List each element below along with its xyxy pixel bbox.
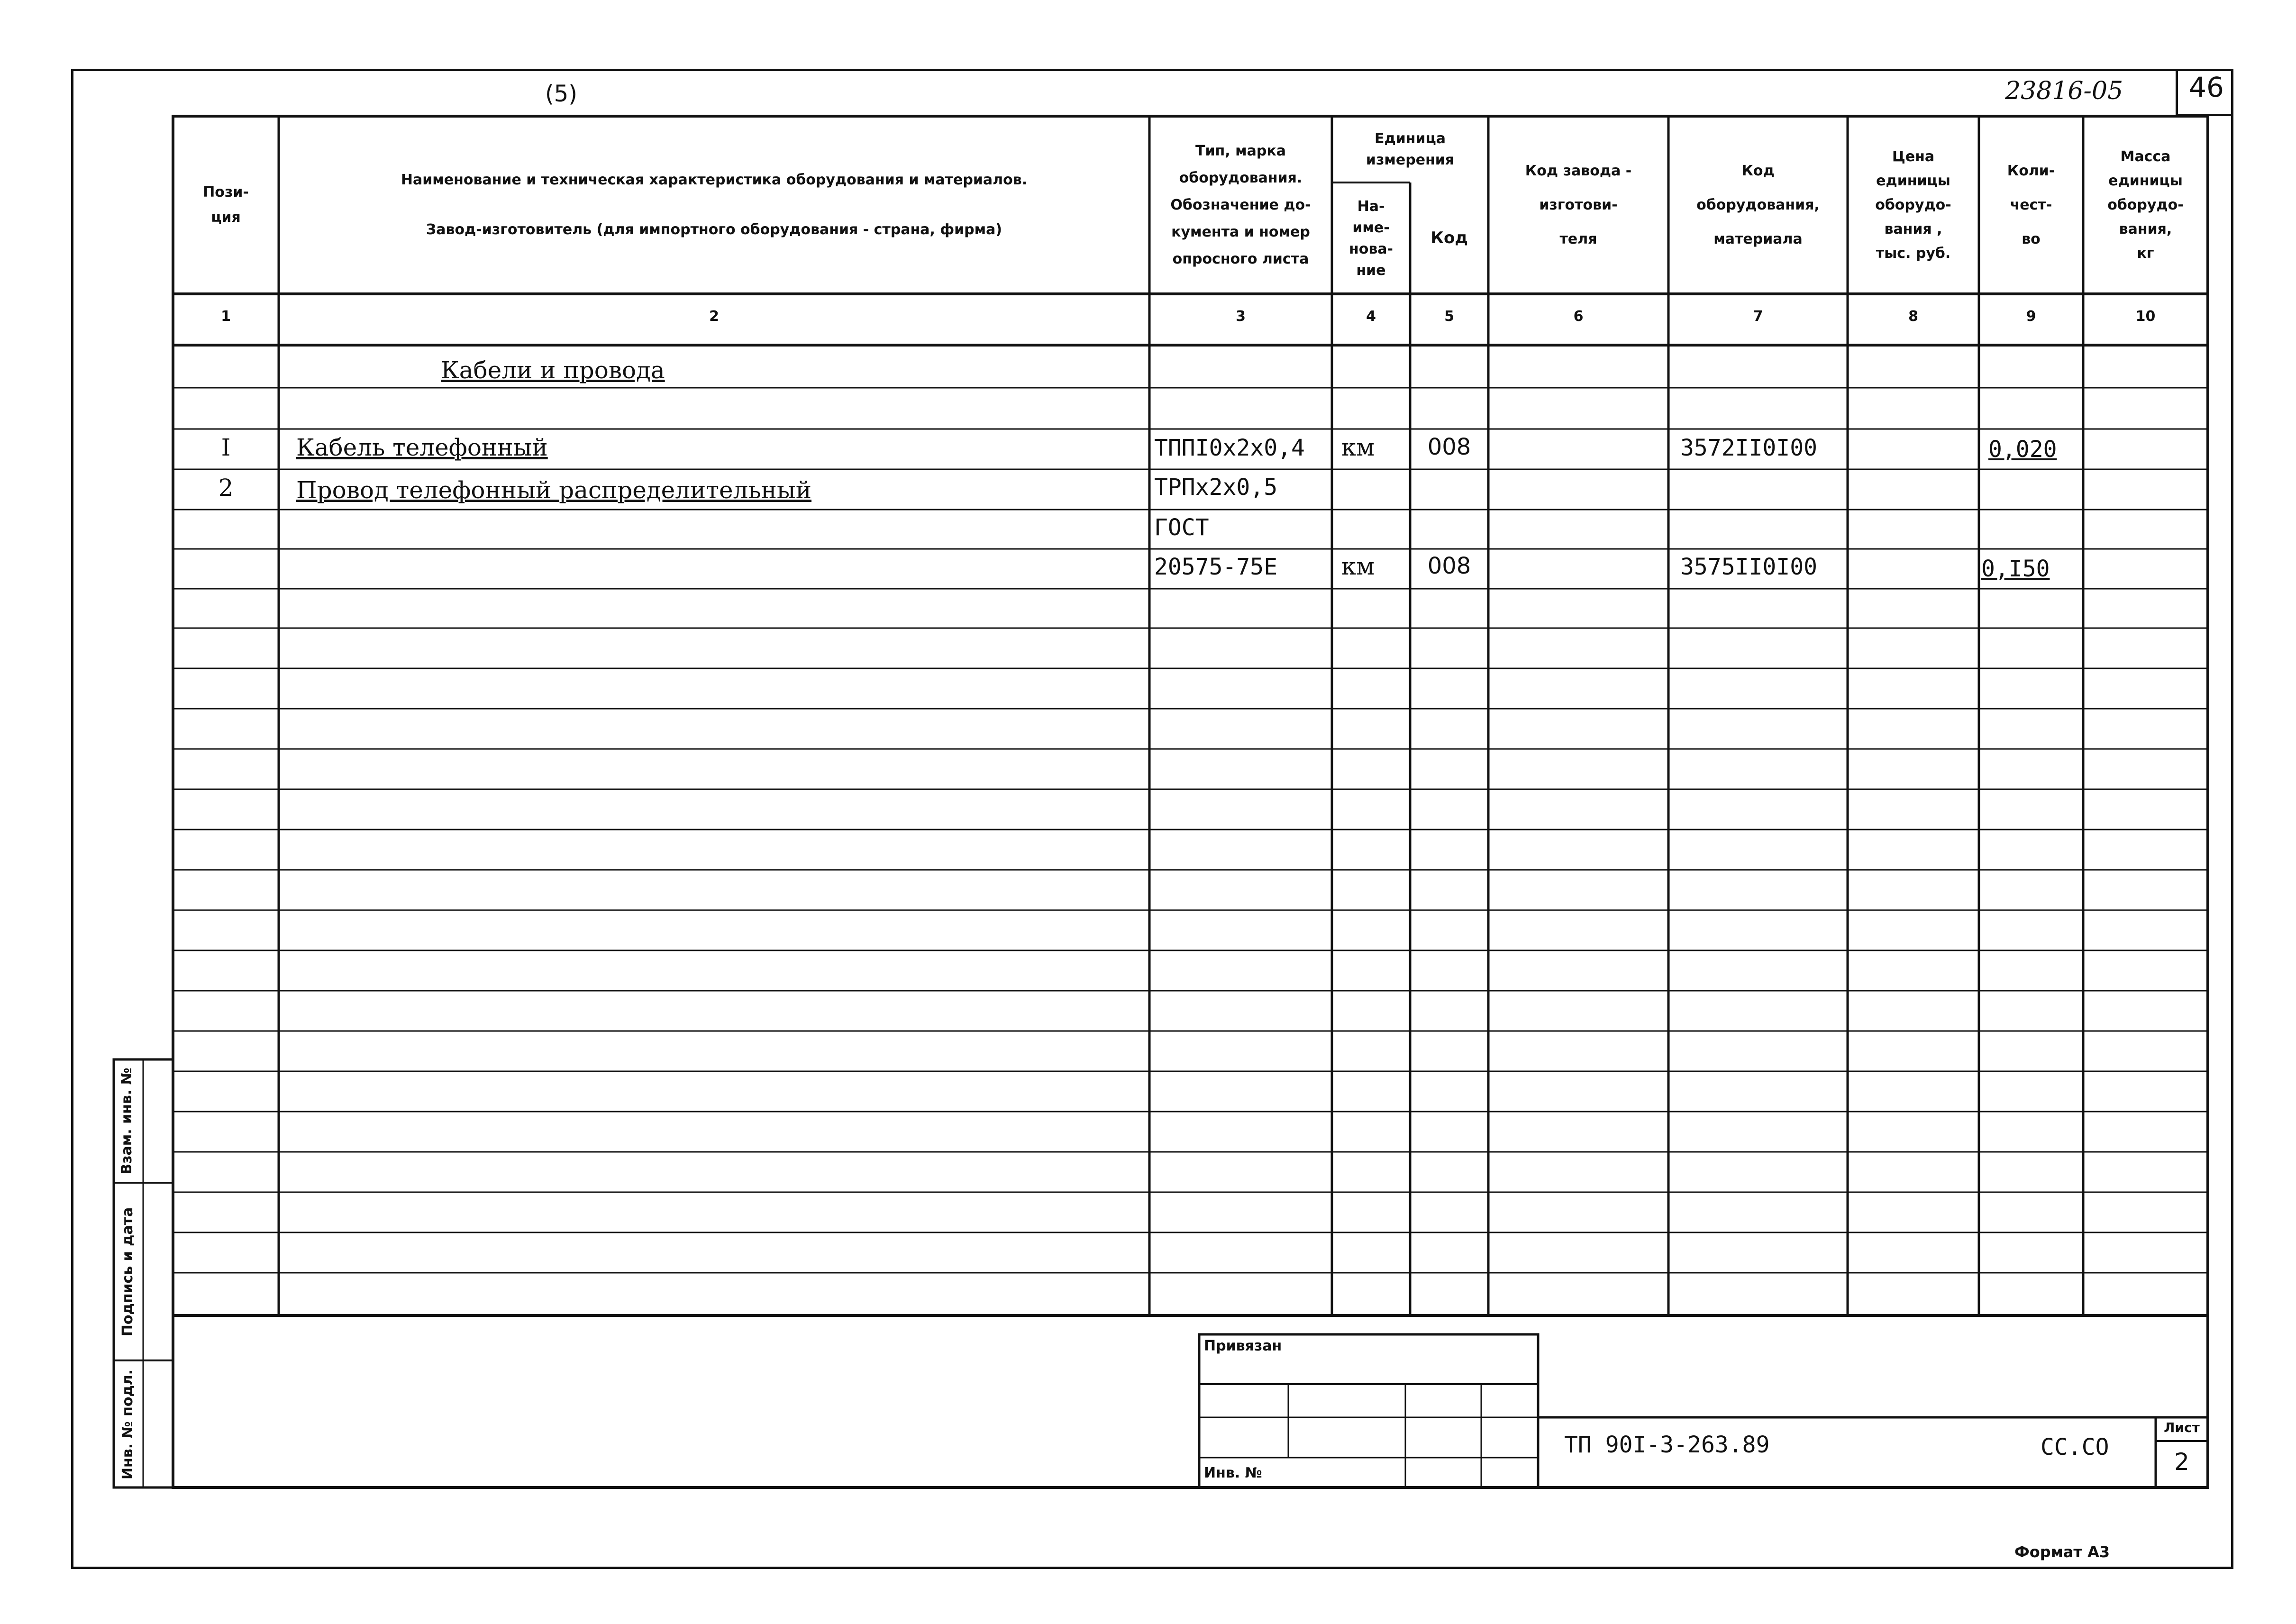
col-number-8: 8 — [1908, 308, 1918, 325]
row-2-position: 2 — [218, 474, 234, 502]
row-1-name: Кабель телефонный — [296, 434, 548, 461]
row-4-equipment-code: 3575II0I00 — [1680, 554, 1817, 580]
col-number-2: 2 — [709, 308, 719, 325]
page-number: 46 — [2189, 71, 2224, 103]
section-title: Кабели и провода — [441, 356, 665, 384]
stamp-section: СС.СО — [2041, 1434, 2109, 1460]
row-1-code: 008 — [1427, 434, 1471, 460]
header-unit-code: Код — [1430, 228, 1468, 247]
row-4-code: 008 — [1427, 553, 1471, 579]
row-1-unit: км — [1341, 434, 1375, 461]
col-number-5: 5 — [1444, 308, 1454, 325]
col-number-3: 3 — [1236, 308, 1246, 325]
doc-number: 23816-05 — [2005, 77, 2123, 105]
col-number-1: 1 — [221, 308, 231, 325]
row-4-unit: км — [1341, 553, 1375, 580]
header-equipment-code: Код оборудования, материала — [1696, 162, 1820, 247]
row-1-equipment-code: 3572II0I00 — [1680, 435, 1817, 461]
row-4-quantity: 0,I50 — [1981, 556, 2050, 582]
header-unit-group: Единица измерения — [1366, 130, 1455, 168]
side-label-signature-date: Подпись и дата — [119, 1207, 136, 1337]
col-number-6: 6 — [1573, 308, 1584, 325]
stamp-inv-label: Инв. № — [1204, 1465, 1262, 1481]
header-factory-code: Код завода - изготови- теля — [1525, 162, 1632, 247]
side-label-replacement-inv: Взам. инв. № — [118, 1067, 135, 1175]
col-number-10: 10 — [2135, 308, 2156, 325]
row-4-type: 20575-75Е — [1154, 554, 1278, 580]
sheet-marker: (5) — [545, 81, 577, 107]
row-2-name: Провод телефонный распределительный — [296, 476, 812, 504]
row-1-quantity: 0,020 — [1988, 436, 2057, 463]
row-1-position: I — [221, 434, 231, 461]
header-quantity: Коли- чест- во — [2007, 162, 2055, 247]
stamp-sheet-label: Лист — [2164, 1420, 2200, 1435]
col-number-4: 4 — [1366, 308, 1376, 325]
stamp-designation: ТП 90I-3-263.89 — [1564, 1432, 1770, 1458]
side-label-original-inv: Инв. № подл. — [119, 1369, 136, 1480]
row-1-type: ТППI0х2х0,4 — [1154, 435, 1305, 461]
header-unit-name: На- име- нова- ние — [1348, 198, 1394, 279]
stamp-sheet-number: 2 — [2174, 1448, 2189, 1476]
row-3-type: ГОСТ — [1154, 514, 1209, 541]
header-name: Наименование и техническая характеристика оборудования и материалов. Завод-изготовитель (для импортного оборудования - страна, фирма) — [401, 171, 1028, 238]
format-label: Формат А3 — [2014, 1543, 2110, 1561]
col-number-9: 9 — [2026, 308, 2036, 325]
row-2-type: ТРПх2х0,5 — [1154, 474, 1278, 501]
header-unit-mass: Масса единицы оборудо- вания, кг — [2107, 148, 2184, 262]
stamp-linked-label: Привязан — [1204, 1338, 1282, 1354]
header-unit-price: Цена единицы оборудо- вания , тыс. руб. — [1875, 148, 1951, 262]
col-number-7: 7 — [1753, 308, 1763, 325]
header-position: Пози- ция — [203, 184, 249, 226]
header-type: Тип, марка оборудования. Обозначение до- кумента и номер опросного листа — [1170, 143, 1311, 267]
